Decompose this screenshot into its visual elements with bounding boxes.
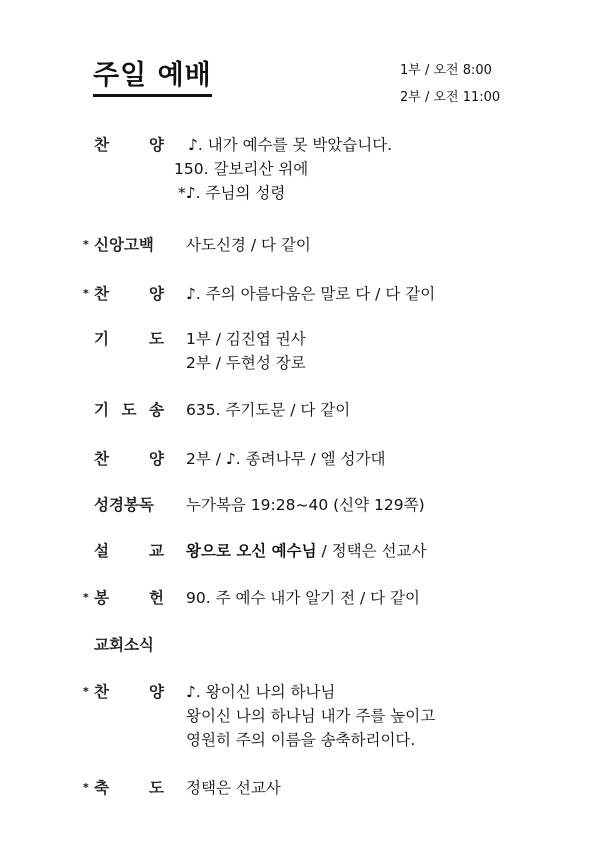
service-time-2: 2부 / 오전 11:00: [400, 90, 501, 105]
sermon-preacher: / 정택은 선교사: [316, 542, 427, 560]
order-label: 성경봉독: [94, 496, 154, 514]
order-content: ♪. 내가 예수를 못 박았습니다. 150. 갈보리산 위에 *♪. 주님의 성령: [174, 136, 393, 202]
order-label: 찬 양: [94, 683, 164, 701]
order-label: 신앙고백: [94, 236, 154, 254]
order-content: [186, 539, 426, 563]
order-content: 정택은 선교사: [186, 779, 281, 797]
standing-mark: *: [83, 685, 89, 698]
page-title: 주일 예배: [93, 60, 212, 97]
order-content: 1부 / 김진엽 권사 2부 / 두현성 장로: [186, 330, 306, 372]
order-content: 90. 주 예수 내가 알기 전 / 다 같이: [186, 589, 420, 607]
order-label: 찬 양: [94, 136, 164, 154]
order-content: ♪. 주의 아름다움은 말로 다 / 다 같이: [186, 285, 436, 303]
order-label: 봉 헌: [94, 589, 164, 607]
order-content: 사도신경 / 다 같이: [186, 236, 311, 254]
order-label: 설 교: [94, 542, 164, 560]
order-label: 찬 양: [94, 285, 164, 303]
standing-mark: *: [83, 287, 89, 300]
order-content: 635. 주기도문 / 다 같이: [186, 401, 351, 419]
order-label: 축 도: [94, 779, 164, 797]
service-times: [400, 57, 500, 111]
standing-mark: *: [83, 591, 89, 604]
order-content: 2부 / ♪. 종려나무 / 엘 성가대: [186, 450, 386, 468]
standing-mark: *: [83, 781, 89, 794]
order-label: 기 도 송: [94, 401, 164, 419]
order-content: 누가복음 19:28~40 (신약 129쪽): [186, 496, 425, 514]
order-label: 교회소식: [94, 636, 154, 654]
order-content: ♪. 왕이신 나의 하나님 왕이신 나의 하나님 내가 주를 높이고 영원히 주의 이름을 송축하리이다.: [186, 683, 436, 749]
order-label: 기 도: [94, 330, 164, 348]
order-label: 찬 양: [94, 450, 164, 468]
service-time-1: 1부 / 오전 8:00: [400, 63, 492, 78]
standing-mark: *: [83, 238, 89, 251]
sermon-title: 왕으로 오신 예수님: [186, 542, 317, 560]
